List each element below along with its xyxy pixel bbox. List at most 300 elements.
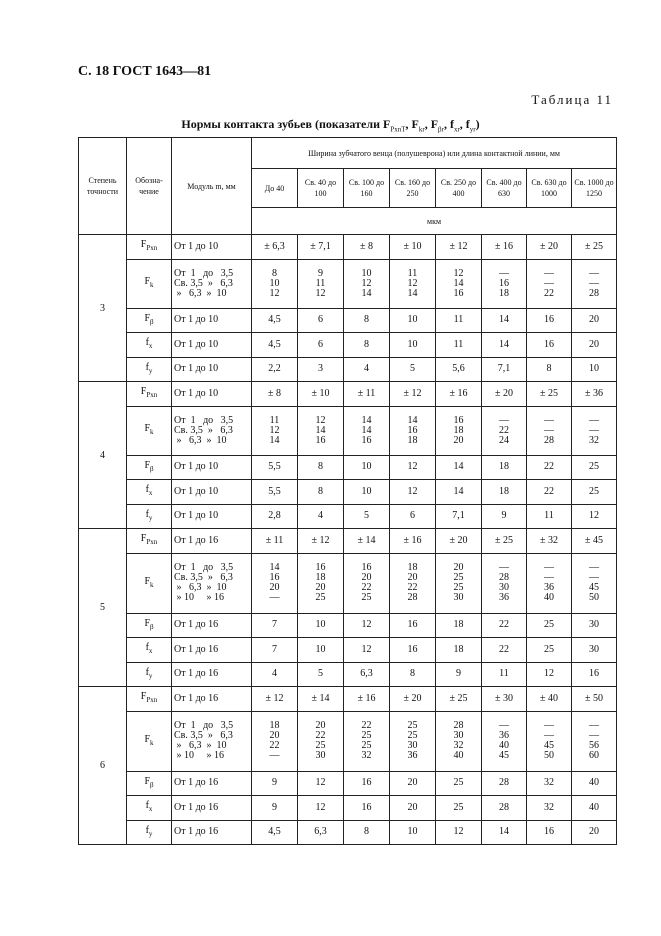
value: — (589, 277, 599, 289)
table-title-prefix: Нормы контакта зубьев (показатели (181, 117, 383, 131)
grade-cell: 5 (79, 529, 127, 687)
table-row (79, 553, 617, 613)
module-range: От 1 до 10 (174, 387, 219, 399)
value: ± 50 (585, 692, 603, 704)
module-range: Св. 3,5 » 6,3 (174, 277, 233, 289)
value-cell (390, 333, 436, 358)
value: 11 (407, 267, 418, 279)
value: 4,5 (268, 338, 281, 350)
value-cell (436, 771, 482, 796)
value-cell (527, 382, 572, 407)
value-cell (344, 406, 390, 455)
value: 20 (589, 826, 599, 838)
value: 8 (318, 461, 323, 473)
module-range: От 1 до 16 (174, 801, 219, 813)
value-cell (298, 480, 344, 505)
indicator-subscript: k (150, 580, 154, 589)
value-cell (252, 771, 298, 796)
value: 22 (315, 730, 326, 741)
value-cell (527, 308, 572, 333)
title-symbol: f (465, 117, 470, 131)
value-cell (344, 820, 390, 845)
module-range: » 6,3 » 10 (174, 582, 227, 593)
value: ± 11 (265, 534, 284, 546)
indicator-subscript: x (148, 342, 153, 351)
value: 25 (544, 619, 554, 631)
value: — (544, 267, 554, 279)
value-cell (572, 820, 617, 845)
value-cell (252, 796, 298, 821)
value: ± 16 (495, 240, 513, 252)
value-cell (527, 771, 572, 796)
indicator-subscript: Pxn (146, 244, 158, 253)
indicator-cell (127, 711, 172, 771)
value: 14 (407, 414, 418, 426)
value: — (589, 414, 599, 426)
value-cell (572, 357, 617, 382)
value: 12 (269, 287, 280, 299)
value: ± 20 (449, 534, 468, 546)
value: 25 (453, 777, 464, 789)
value: 18 (499, 461, 509, 473)
value: 11 (269, 414, 280, 426)
value: 18 (315, 572, 326, 583)
value: 4 (364, 363, 369, 375)
value: 25 (589, 461, 599, 473)
value: — (589, 562, 599, 573)
value-cell (436, 333, 482, 358)
value: 20 (589, 314, 599, 326)
value: 22 (407, 582, 418, 593)
value-cell (482, 455, 527, 480)
value: 20 (315, 582, 326, 593)
table-row (79, 357, 617, 382)
value-cell (572, 638, 617, 663)
value-cell (572, 235, 617, 260)
value-cell (482, 662, 527, 687)
value-cell (344, 711, 390, 771)
header-width-group: Ширина зубчатого венца (полушеврона) или длина контактной линии, мм (252, 138, 617, 169)
title-symbol-sub: kr (418, 125, 425, 134)
value-cell (436, 662, 482, 687)
value: ± 12 (265, 692, 284, 704)
value: 12 (453, 826, 464, 838)
value: 30 (407, 740, 418, 751)
indicator-symbol: f (145, 642, 149, 654)
value-cell (482, 480, 527, 505)
module-range: От 1 до 16 (174, 643, 219, 655)
value-cell (252, 333, 298, 358)
value: 18 (499, 485, 509, 497)
value-cell (572, 529, 617, 554)
header-width-column: Св. 160 до 250 (390, 169, 436, 208)
value: 22 (499, 643, 509, 655)
value-cell (252, 406, 298, 455)
value-cell (298, 553, 344, 613)
value: 5,6 (452, 363, 465, 375)
value-cell (344, 687, 390, 712)
module-range: » 6,3 » 10 (174, 740, 227, 751)
value: 25 (361, 740, 372, 751)
value-cell (527, 333, 572, 358)
value: 12 (315, 801, 326, 813)
table-row (79, 771, 617, 796)
value: 4 (318, 510, 323, 522)
value: 12 (361, 643, 372, 655)
value: 20 (453, 562, 464, 573)
value-cell (298, 406, 344, 455)
value-cell (436, 613, 482, 638)
value: 4,5 (268, 314, 281, 326)
indicator-subscript: β (150, 780, 154, 789)
value: 12 (315, 287, 326, 299)
value-cell (482, 333, 527, 358)
value: 8 (364, 826, 369, 838)
value-cell (436, 259, 482, 308)
value: 12 (315, 777, 326, 789)
value-cell (252, 504, 298, 529)
value: 8 (318, 485, 323, 497)
value-cell (572, 504, 617, 529)
value-cell (436, 504, 482, 529)
value: 9 (456, 668, 461, 680)
value-cell (298, 235, 344, 260)
value: 45 (589, 582, 599, 593)
value: 9 (501, 510, 507, 522)
value: — (544, 572, 554, 583)
indicator-subscript: x (148, 489, 153, 498)
value: ± 32 (540, 534, 558, 546)
title-symbol: f (449, 117, 454, 131)
value: 32 (361, 750, 372, 761)
value-cell (436, 796, 482, 821)
value: 25 (453, 582, 464, 593)
indicator-subscript: y (148, 829, 153, 838)
value-cell (572, 796, 617, 821)
value: ± 45 (585, 534, 603, 546)
value-cell (252, 687, 298, 712)
value: 18 (407, 434, 418, 446)
value-cell (482, 504, 527, 529)
value: 2,8 (268, 510, 281, 522)
indicator-cell (127, 357, 172, 382)
value: ± 12 (311, 534, 330, 546)
value: 6,3 (314, 826, 327, 838)
value: ± 16 (403, 534, 422, 546)
title-symbol-sub: xr (453, 125, 460, 134)
module-range: От 1 до 10 (174, 485, 219, 497)
value: ± 12 (449, 240, 468, 252)
value: 18 (453, 424, 464, 436)
indicator-symbol: F (144, 276, 151, 287)
value-cell (572, 613, 617, 638)
module-range: » 6,3 » 10 (174, 287, 227, 299)
module-cell (172, 357, 252, 382)
value: 25 (361, 592, 372, 603)
value: — (589, 267, 599, 279)
value: 36 (544, 582, 554, 593)
title-symbol: F (382, 117, 391, 131)
title-symbol-sub: βr (438, 125, 444, 134)
indicator-symbol: F (144, 459, 150, 471)
value: 22 (544, 287, 554, 299)
value-cell (482, 259, 527, 308)
value-cell (344, 796, 390, 821)
value: 9 (272, 777, 277, 789)
value-cell (436, 638, 482, 663)
module-cell (172, 662, 252, 687)
table-row (79, 662, 617, 687)
value: 32 (544, 801, 554, 813)
value: 16 (269, 572, 280, 583)
value: 16 (544, 314, 554, 326)
value: 8 (364, 338, 369, 350)
table-row (79, 638, 617, 663)
value: ± 25 (540, 387, 558, 399)
value-cell (298, 259, 344, 308)
value-cell (298, 687, 344, 712)
value: 28 (499, 572, 509, 583)
value-cell (252, 820, 298, 845)
value: 8 (364, 314, 369, 326)
value: 36 (499, 730, 509, 741)
value: — (544, 277, 554, 289)
indicator-cell (127, 382, 172, 407)
value: 16 (589, 668, 599, 680)
value-cell (390, 259, 436, 308)
value: 5 (410, 363, 415, 375)
value-cell (252, 259, 298, 308)
value: 25 (453, 572, 464, 583)
value: 20 (407, 777, 418, 789)
module-range: От 1 до 10 (174, 461, 219, 473)
value-cell (436, 382, 482, 407)
value: ± 16 (357, 692, 376, 704)
value: 16 (361, 777, 372, 789)
value: 25 (361, 730, 372, 741)
norms-table (78, 137, 617, 845)
value: 10 (407, 338, 418, 350)
value-cell (252, 613, 298, 638)
value: 25 (589, 485, 599, 497)
title-symbol-sub: yr (469, 125, 476, 134)
value-cell (252, 553, 298, 613)
value: 36 (407, 750, 418, 761)
value: 8 (272, 267, 277, 279)
value: — (269, 750, 280, 761)
value-cell (390, 382, 436, 407)
value: 20 (589, 338, 599, 350)
value: ± 11 (357, 387, 376, 399)
value-cell (298, 455, 344, 480)
value: — (499, 267, 509, 279)
value-cell (527, 259, 572, 308)
value: 9 (272, 801, 277, 813)
value-cell (436, 406, 482, 455)
header-grade: Степень точности (79, 138, 127, 235)
value: ± 8 (268, 387, 281, 399)
value-cell (298, 613, 344, 638)
value-cell (344, 613, 390, 638)
value: 30 (453, 592, 464, 603)
value-cell (482, 613, 527, 638)
value-cell (527, 820, 572, 845)
value: 14 (315, 424, 326, 436)
value-cell (482, 687, 527, 712)
indicator-subscript: k (150, 281, 154, 289)
indicator-symbol: F (140, 691, 147, 703)
module-range: От 1 до 10 (174, 338, 219, 350)
value: ± 20 (403, 692, 422, 704)
value: 20 (269, 582, 280, 593)
value: 18 (453, 643, 464, 655)
value: 16 (453, 414, 464, 426)
module-cell (172, 711, 252, 771)
value-cell (482, 235, 527, 260)
value: ± 7,1 (310, 240, 331, 252)
value: 12 (407, 461, 418, 473)
value-cell (390, 662, 436, 687)
table-row (79, 406, 617, 455)
value: 6 (318, 314, 323, 326)
grade-cell: 4 (79, 382, 127, 529)
indicator-symbol: F (140, 533, 147, 545)
value: 12 (407, 277, 418, 289)
value: 45 (544, 740, 554, 751)
value-cell (344, 357, 390, 382)
value: 50 (544, 750, 554, 761)
value: 12 (544, 668, 554, 680)
value-cell (527, 796, 572, 821)
value: 14 (453, 277, 464, 289)
value: 20 (453, 434, 464, 446)
module-cell (172, 504, 252, 529)
value: — (589, 730, 599, 741)
table-row (79, 259, 617, 308)
module-range: От 1 до 16 (174, 826, 219, 838)
module-range: От 1 до 10 (174, 240, 219, 252)
value: ± 12 (403, 387, 422, 399)
value: ± 10 (403, 240, 422, 252)
value: 22 (544, 485, 554, 497)
table-row (79, 382, 617, 407)
header-width-column: Св. 250 до 400 (436, 169, 482, 208)
module-cell (172, 259, 252, 308)
module-cell (172, 796, 252, 821)
value-cell (298, 771, 344, 796)
value-cell (436, 455, 482, 480)
value-cell (390, 613, 436, 638)
value-cell (390, 796, 436, 821)
table-title-suffix: ) (475, 117, 480, 131)
value-cell (436, 820, 482, 845)
value: 11 (544, 510, 554, 522)
value-cell (252, 382, 298, 407)
value: 14 (453, 485, 464, 497)
value: 40 (453, 750, 464, 761)
value-cell (344, 259, 390, 308)
value-cell (436, 480, 482, 505)
header-width-column: Св. 400 до 630 (482, 169, 527, 208)
module-range: Св. 3,5 » 6,3 (174, 572, 233, 583)
value: 30 (453, 730, 464, 741)
value-cell (572, 687, 617, 712)
indicator-subscript: β (150, 317, 154, 326)
value-cell (482, 308, 527, 333)
value-cell (527, 235, 572, 260)
value: 40 (499, 740, 509, 751)
value: — (589, 720, 599, 731)
indicator-subscript: y (148, 366, 153, 375)
indicator-symbol: F (144, 312, 150, 324)
indicator-subscript: y (148, 671, 153, 680)
indicator-symbol: f (145, 800, 149, 812)
module-cell (172, 382, 252, 407)
value: 22 (269, 740, 280, 751)
value-cell (390, 711, 436, 771)
indicator-symbol: F (144, 575, 151, 587)
table-title: Нормы контакта зубьев (показатели $F_{PxnT}$, $F_{kr}$, $F_{\beta r}$, $f_{xr}$, $f_{yr}$) (181, 117, 480, 134)
value: 50 (589, 592, 599, 603)
value-cell (572, 455, 617, 480)
table-row (79, 480, 617, 505)
value: 28 (589, 287, 599, 299)
header-module: Модуль m, мм (172, 138, 252, 235)
value-cell (482, 382, 527, 407)
module-range: » 10 » 16 (174, 592, 224, 603)
value: 20 (361, 572, 372, 583)
indicator-symbol: F (140, 386, 147, 398)
indicator-subscript: β (150, 464, 154, 473)
value: 28 (453, 720, 464, 731)
value: 18 (453, 619, 464, 631)
value: 12 (453, 267, 464, 279)
value-cell (252, 529, 298, 554)
value-cell (436, 529, 482, 554)
value: 16 (407, 643, 418, 655)
indicator-cell (127, 406, 172, 455)
value: — (589, 424, 599, 436)
value-cell (344, 529, 390, 554)
table-number: Таблица 11 (531, 92, 613, 107)
value: 20 (269, 730, 280, 741)
table-row (79, 687, 617, 712)
table-row (79, 820, 617, 845)
indicator-symbol: F (144, 733, 151, 745)
value: 4,5 (268, 826, 281, 838)
value-cell (390, 357, 436, 382)
module-cell (172, 553, 252, 613)
value: 16 (315, 434, 326, 446)
value-cell (298, 529, 344, 554)
value-cell (527, 357, 572, 382)
value-cell (298, 711, 344, 771)
value-cell (390, 820, 436, 845)
value-cell (482, 711, 527, 771)
value: 7,1 (452, 510, 465, 522)
value-cell (572, 662, 617, 687)
value: 32 (453, 740, 464, 751)
value-cell (482, 796, 527, 821)
value: ± 25 (449, 692, 468, 704)
value: 16 (544, 338, 554, 350)
value: 12 (269, 424, 280, 436)
value-cell (436, 553, 482, 613)
value: 14 (269, 562, 280, 573)
title-symbol: F (430, 117, 439, 131)
module-cell (172, 638, 252, 663)
value: 16 (361, 434, 372, 446)
